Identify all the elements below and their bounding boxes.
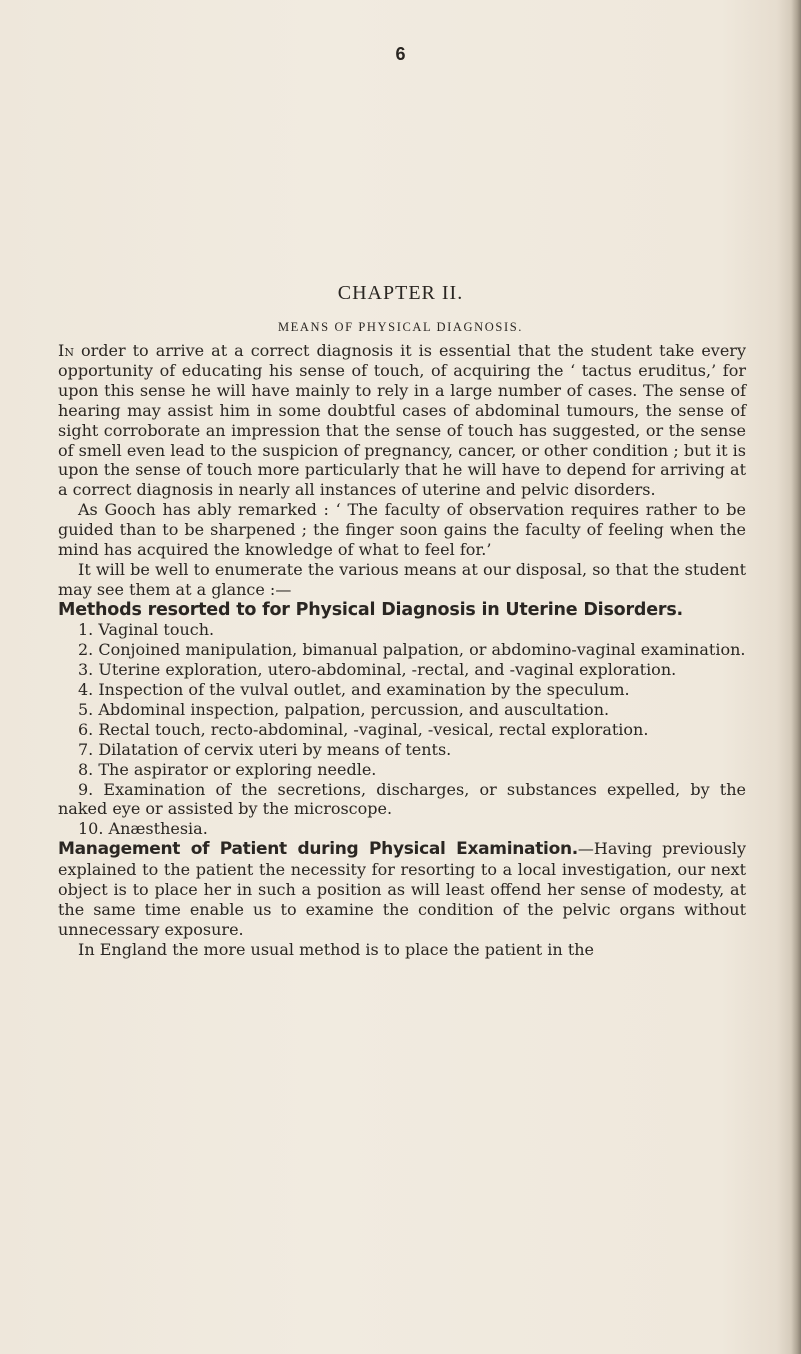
method-item: 7. Dilatation of cervix uteri by means of tents. xyxy=(78,739,452,759)
page-number: 6 xyxy=(395,44,406,64)
method-item: 6. Rectal touch, recto-abdominal, -vaginal, -vesical, rectal exploration. xyxy=(78,719,649,739)
method-item: 2. Conjoined manipulation, bimanual palpation, or abdomino-vaginal examination. xyxy=(78,640,746,660)
dropcap-word: In xyxy=(58,341,74,360)
body-text xyxy=(58,341,746,960)
section-heading: MEANS OF PHYSICAL DIAGNOSIS. xyxy=(277,320,524,334)
management-text: —Having previously explained to the patient the necessity for resorting to a local investigation, our next object is to place her in such a position as will least offend her sense of modesty, at the same time enable us to examine the condition of the pelvic organs without unnecessary exposure. xyxy=(58,839,746,939)
methods-heading: Methods resorted to for Physical Diagnosis in Uterine Disorders. xyxy=(58,599,684,620)
chapter-title: CHAPTER II. xyxy=(337,282,464,304)
method-item: 10. Anæsthesia. xyxy=(78,819,208,839)
method-item: 3. Uterine exploration, utero-abdominal, -rectal, and -vaginal exploration. xyxy=(78,660,677,680)
paragraph-intro-text: order to arrive at a correct diagnosis it is essential that the student take every opportunity of educating his sense of touch, of acquiring the ‘ tactus eruditus,’ for upon this sense he will have mainly to rely in a large number of cases. The sense of hearing may assist him in some doubtful cases of abdominal tumours, the sense of sight corroborate an impression that the sense of touch has suggested, or the sense of smell even lead to the suspicion of pregnancy, cancer, or other condition ; but it is upon the sense of touch more particularly that he will have to depend for arriving at a correct diagnosis in nearly all instances of uterine and pelvic disorders. xyxy=(58,341,746,500)
management-paragraph xyxy=(58,839,746,940)
methods-list xyxy=(58,620,746,839)
method-item: 4. Inspection of the vulval outlet, and examination by the speculum. xyxy=(78,680,630,699)
paragraph-england: In England the more usual method is to place the patient in the xyxy=(78,939,595,959)
method-item: 8. The aspirator or exploring needle. xyxy=(78,759,377,779)
page-edge-shadow xyxy=(791,0,801,1354)
paragraph-intro xyxy=(58,341,746,500)
paragraph-enumerate: It will be well to enumerate the various means at our disposal, so that the student may see them at a glance :— xyxy=(58,559,746,599)
management-heading: Management of Patient during Physical Examination. xyxy=(58,839,578,860)
method-item: 9. Examination of the secretions, discharges, or substances expelled, by the naked eye or assisted by the microscope. xyxy=(58,779,746,819)
paragraph-gooch-quote: As Gooch has ably remarked : ‘ The faculty of observation requires rather to be guided than to be sharpened ; the finger soon gains the faculty of feeling when the mind has acquired the knowledge of what to feel for.’ xyxy=(58,500,746,560)
method-item: 5. Abdominal inspection, palpation, percussion, and auscultation. xyxy=(78,699,610,719)
method-item: 1. Vaginal touch. xyxy=(78,620,215,640)
